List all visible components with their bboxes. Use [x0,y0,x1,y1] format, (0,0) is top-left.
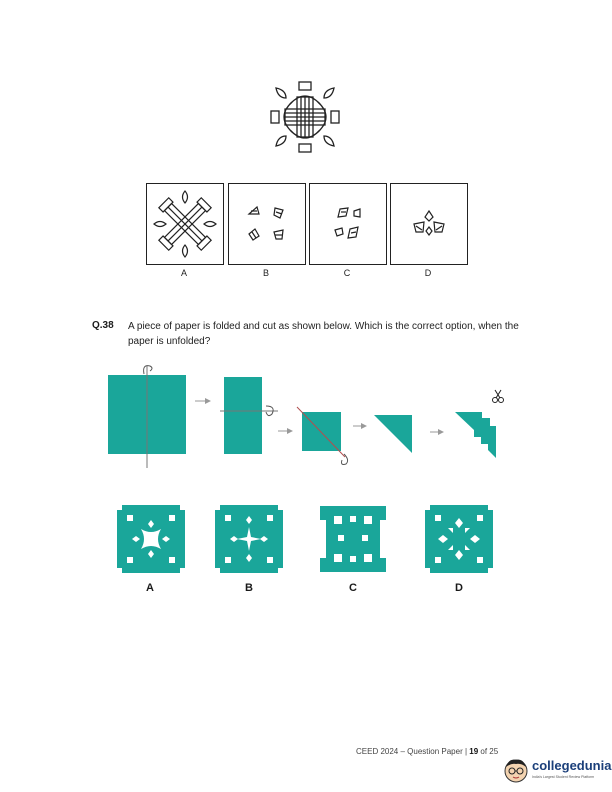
q37-option-d-figure [391,184,467,264]
question-text: A piece of paper is folded and cut as shown below. Which is the correct option, when the paper is unfolded? [128,321,519,347]
reference-figure [268,80,342,154]
q37-option-b[interactable] [228,183,306,265]
q37-label-c: C [343,268,351,278]
q38-option-a[interactable] [114,502,188,576]
footer-exam: CEED 2024 – Question Paper | [356,747,468,756]
q38-label-b: B [245,582,253,594]
footer-page-number: 19 [469,747,479,756]
q37-label-b: B [262,268,269,278]
step1-fold-arrow [144,366,152,374]
q38-label-c: C [349,582,357,594]
question-number: Q.38 [92,320,114,331]
step2-paper [224,377,262,454]
folding-sequence [100,360,520,472]
q37-label-a: A [180,268,187,278]
mascot-logo-icon [503,757,529,785]
step3-fold-arrow [342,454,348,465]
q37-option-c[interactable] [309,183,387,265]
q38-label-a: A [146,582,154,594]
q37-option-a[interactable] [146,183,224,265]
q37-option-b-figure [229,184,305,264]
q37-option-c-figure [310,184,386,264]
brand-name: collegedunia [532,758,612,773]
brand-tagline: India's Largest Student Review Platform [532,775,595,779]
scissors-icon [493,390,504,403]
q37-label-d: D [424,268,432,278]
q38-option-b[interactable] [212,502,286,576]
q38-option-c[interactable] [316,502,390,576]
q37-option-d[interactable] [390,183,468,265]
q38-label-d: D [455,582,463,594]
q38-option-d[interactable] [422,502,496,576]
footer-page-total: of 25 [480,747,499,756]
page-footer [356,747,498,756]
step5-paper [455,412,496,458]
step4-paper [374,415,412,453]
q37-option-a-figure [147,184,223,264]
